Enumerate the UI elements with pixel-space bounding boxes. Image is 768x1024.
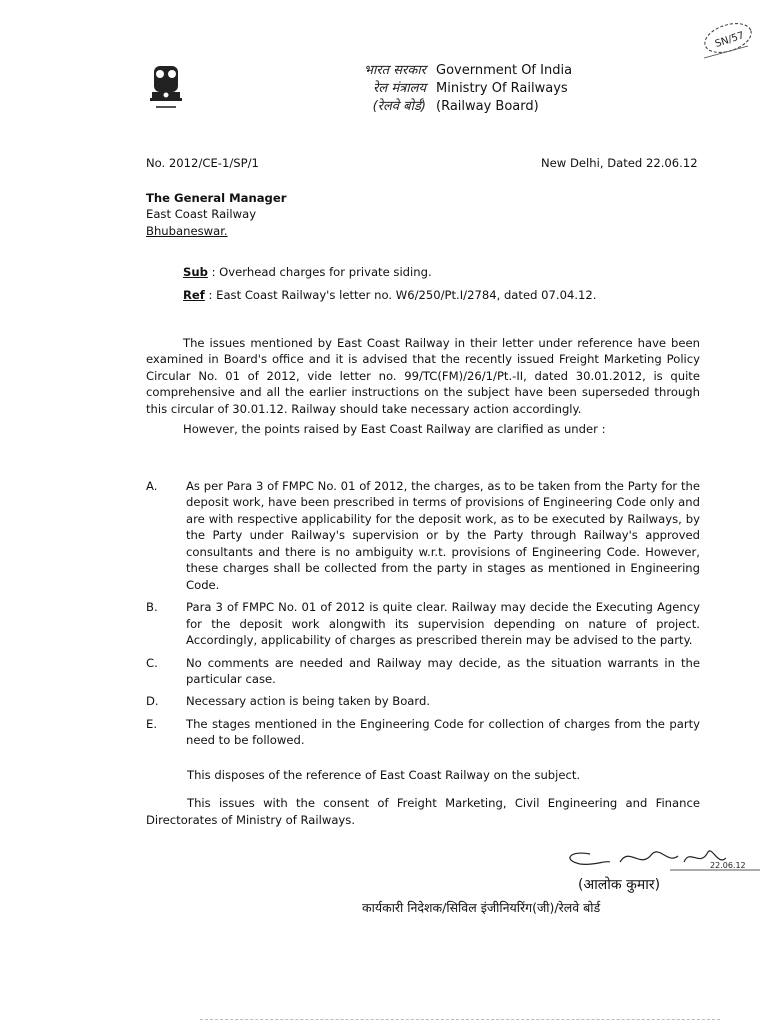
list-item-letter: A. — [146, 479, 158, 493]
reference-line — [183, 287, 596, 303]
list-item-letter: E. — [146, 716, 158, 731]
list-item-letter: C. — [146, 655, 158, 670]
list-item-text: The stages mentioned in the Engineering Code for collection of charges from the party need to be followed. — [186, 716, 700, 748]
footer-divider — [200, 1019, 720, 1021]
letterhead-ministry: Ministry Of Railways — [436, 81, 568, 96]
letterhead — [306, 62, 572, 116]
list-item — [146, 716, 700, 749]
letterhead-hindi-2: रेल मंत्रालय — [373, 81, 426, 96]
list-item-letter: D. — [146, 694, 159, 709]
paragraph: The issues mentioned by East Coast Railway in their letter under reference have been examined in Board's office and it is advised that the recently issued Freight Marketing Policy Circular No. 01 of 2012, vide letter no. 99/TC(FM)/26/1/Pt.-II, dated 30.01.2012, is quite comprehensive and all the earlier instructions on the subject have been superseded through this circular of 30.01.12. Railway should take necessary action accordingly. — [146, 336, 700, 416]
handwritten-stamp — [696, 18, 756, 68]
letter-date: New Delhi, Dated 22.06.12 — [541, 156, 698, 170]
closing-block — [146, 767, 700, 828]
national-emblem-icon — [146, 62, 186, 122]
list-item-text: Para 3 of FMPC No. 01 of 2012 is quite clear. Railway may decide the Executing Agency for the deposit work alongwith its supervision depending on nature of project. Accordingly, applicability of charges as prescribed therein may be advised to the party. — [186, 600, 700, 648]
letterhead-hindi-1: भारत सरकार — [363, 63, 426, 78]
reference-text: : East Coast Railway's letter no. W6/250/Pt.I/2784, dated 07.04.12. — [208, 288, 597, 303]
paragraph: However, the points raised by East Coast Railway are clarified as under : — [183, 422, 606, 437]
list-item — [146, 693, 700, 709]
letterhead-hindi-3: (रेलवे बोर्ड) — [372, 99, 426, 114]
addressee-line-2: East Coast Railway — [146, 207, 257, 222]
list-item-letter: B. — [146, 600, 158, 615]
addressee-block — [146, 190, 286, 239]
subject-line — [183, 264, 596, 280]
closing-paragraph-2: This issues with the consent of Freight Marketing, Civil Engineering and Finance Directorates of Ministry of Railways. — [146, 796, 700, 827]
reference-label: Ref — [183, 288, 205, 303]
signatory-name: (आलोक कुमार) — [578, 877, 661, 893]
list-item — [146, 478, 700, 593]
signature-date: 22.06.12 — [710, 861, 746, 870]
list-item-text: Necessary action is being taken by Board. — [186, 694, 431, 709]
letterhead-board: (Railway Board) — [436, 99, 539, 114]
subject-text: : Overhead charges for private siding. — [211, 265, 432, 279]
clarification-list — [146, 478, 700, 755]
list-item-text: No comments are needed and Railway may decide, as the situation warrants in the particular case. — [186, 655, 700, 686]
list-item — [146, 599, 700, 648]
list-item-text: As per Para 3 of FMPC No. 01 of 2012, the charges, as to be taken from the Party for the deposit work, have been prescribed in terms of provisions of Engineering Code only and are with respective applicability for the deposit work, as to be executed by Railways, by the Party under Railway's supervision or by the Party through Railway's approved consultants and there is no ambiguity w.r.t. provisions of Engineering Code. However, these charges shall be collected from the party in stages as mentioned in Engineering Code. — [186, 479, 700, 592]
letterhead-government: Government Of India — [436, 63, 573, 78]
signatory-designation: कार्यकारी निदेशक/सिविल इंजीनियरिंग(जी)/रेलवे बोर्ड — [362, 900, 601, 915]
list-item — [146, 655, 700, 688]
addressee-line-3: Bhubaneswar. — [146, 223, 228, 238]
subject-reference-block — [183, 264, 596, 311]
stamp-text: SN/57 — [713, 30, 746, 50]
addressee-title: The General Manager — [146, 191, 287, 205]
closing-paragraph-1: This disposes of the reference of East Coast Railway on the subject. — [187, 768, 581, 782]
subject-label: Sub — [183, 265, 208, 279]
body-paragraphs — [146, 335, 700, 442]
reference-number: No. 2012/CE-1/SP/1 — [146, 156, 259, 170]
